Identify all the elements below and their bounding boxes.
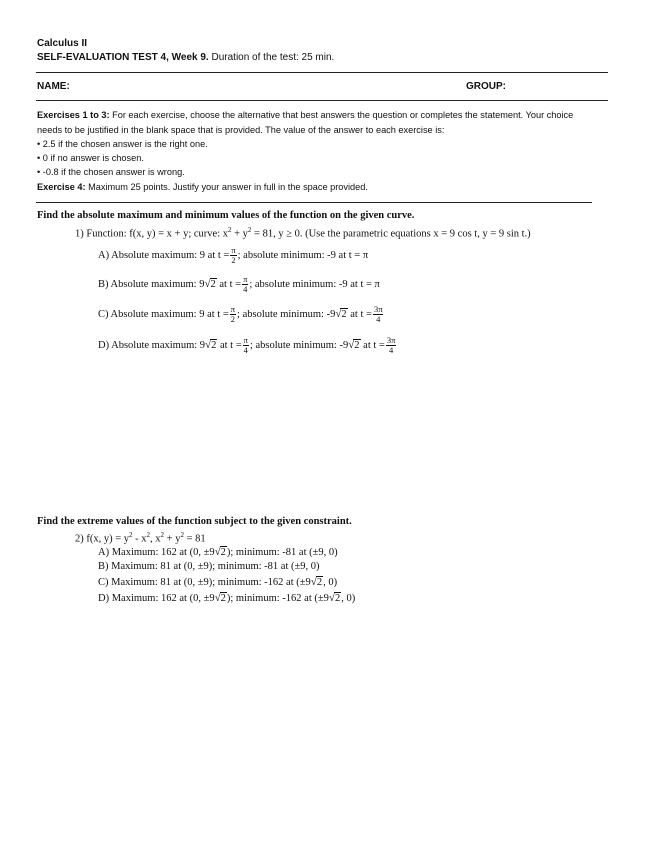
bullet-item: • 0 if no answer is chosen. — [37, 153, 144, 163]
instructions-text: For each exercise, choose the alternative that best answers the question or completes the statement. Your choice — [112, 110, 574, 120]
exercise-4-label: Exercise 4: — [37, 182, 86, 192]
problem-1-stem: 1) Function: f(x, y) = x + y; curve: $x^2 + y^2 = 81$, y ≥ 0. (Use the parametric equations x = 9 cos t, y = 9 sin t.) — [75, 226, 531, 240]
problem-2-option-d[interactable]: D) Maximum: 162 at (0, ±9√2); minimum: -162 at (±9√2, 0) — [98, 592, 356, 604]
sqrt-icon: √ — [310, 576, 317, 588]
sqrt-icon: √ — [214, 546, 221, 558]
fraction: $\frac{3\pi}{4}$ — [386, 335, 396, 355]
sqrt-icon: √ — [205, 338, 212, 351]
bullet-item: • 2.5 if the chosen answer is the right one. — [37, 139, 208, 149]
divider — [36, 72, 608, 73]
name-label: NAME: — [37, 81, 70, 92]
instructions-line-2: needs to be justified in the blank space that is provided. The value of the answer to each exercise is: — [37, 125, 445, 135]
fraction: $\frac{\pi}{4}$ — [243, 335, 248, 355]
problem-1-option-c[interactable]: C) Absolute maximum: 9 at t = $\frac{\pi}{2}$ ; absolute minimum: -9√2 at t = $\frac{3\pi}{4}$ — [98, 304, 383, 324]
course-title: Calculus II — [37, 38, 88, 49]
problem-1-option-d[interactable]: D) Absolute maximum: 9√2 at t = $\frac{\pi}{4}$ ; absolute minimum: -9√2 at t = $\frac{3\pi}{4}$ — [98, 335, 396, 355]
problem-2-option-b[interactable]: B) Maximum: 81 at (0, ±9); minimum: -81 at (±9, 0) — [98, 561, 320, 572]
exercises-1-3-label: Exercises 1 to 3: — [37, 110, 110, 120]
problem-2-option-c[interactable]: C) Maximum: 81 at (0, ±9); minimum: -162 at (±9√2, 0) — [98, 576, 338, 588]
test-duration: Duration of the test: 25 min. — [211, 52, 335, 63]
sqrt-icon: √ — [328, 592, 335, 604]
test-title-line — [37, 52, 334, 63]
problem-2-stem: 2) f(x, $y) = y^2 - x^2$, $x^2 + y^2 = 81$ — [75, 531, 206, 545]
group-label: GROUP: — [466, 81, 506, 92]
fraction: $\frac{\pi}{4}$ — [243, 274, 248, 294]
test-title: SELF-EVALUATION TEST 4, Week 9. — [37, 52, 209, 63]
sqrt-icon: √ — [335, 307, 342, 320]
exercise-4-line — [37, 182, 368, 192]
fraction: $\frac{\pi}{2}$ — [231, 245, 236, 265]
fraction: $\frac{\pi}{2}$ — [230, 304, 236, 324]
sqrt-icon: √ — [214, 592, 221, 604]
divider — [36, 100, 608, 101]
sqrt-icon: √ — [348, 338, 355, 351]
sqrt-icon: √ — [204, 277, 211, 290]
bullet-item: • -0.8 if the chosen answer is wrong. — [37, 167, 185, 177]
fraction: $\frac{3\pi}{4}$ — [373, 304, 383, 324]
divider — [36, 202, 592, 203]
problem-2-option-a[interactable]: A) Maximum: 162 at (0, ±9√2); minimum: -81 at (±9, 0) — [98, 546, 338, 558]
instructions-line-1 — [37, 110, 573, 120]
problem-1-heading: Find the absolute maximum and minimum values of the function on the given curve. — [37, 210, 415, 221]
problem-1-option-b[interactable]: B) Absolute maximum: 9√2 at t = $\frac{\pi}{4}$ ; absolute minimum: -9 at t = π — [98, 274, 380, 294]
problem-2-heading: Find the extreme values of the function subject to the given constraint. — [37, 516, 352, 527]
problem-1-option-a[interactable]: A) Absolute maximum: 9 at t = $\frac{\pi}{2}$ ; absolute minimum: -9 at t = π — [98, 245, 369, 265]
exercise-4-text: Maximum 25 points. Justify your answer in full in the space provided. — [88, 182, 368, 192]
